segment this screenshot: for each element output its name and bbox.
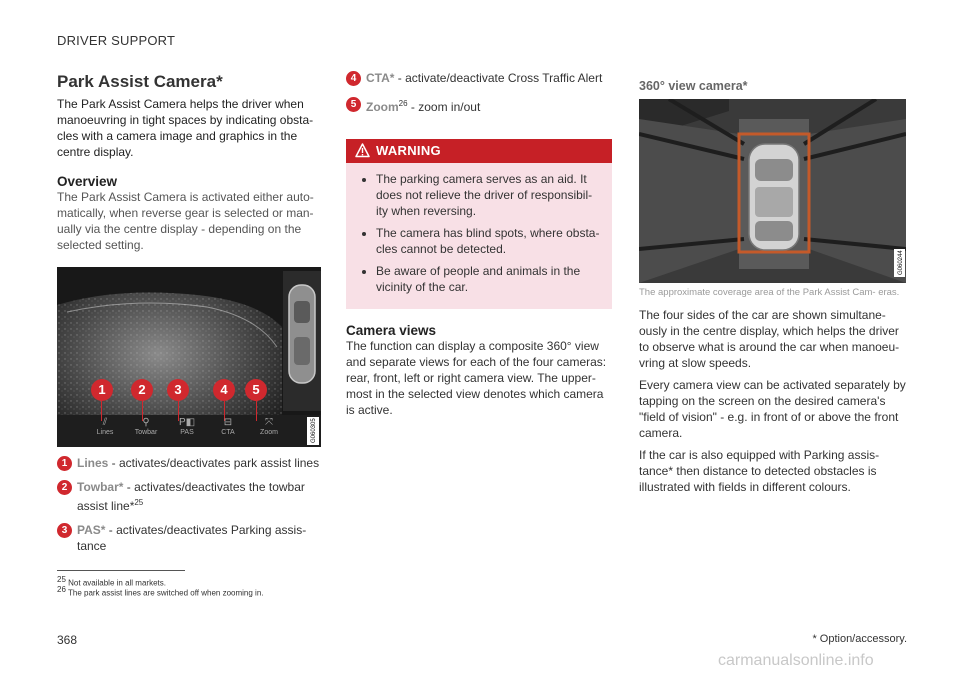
view-360-image [639, 99, 906, 283]
cta-button[interactable]: ⊟ CTA [210, 417, 246, 445]
camera-screen-illustration [57, 267, 321, 447]
cta-icon: ⊟ [223, 417, 233, 428]
camera-views-text: The function can display a composite 360° view and separate views for each of the four cameras: rear, front, left or right camera view. The upper- most in the selected view denotes which camera is active. [346, 339, 607, 417]
lines-icon: ⫽ [102, 417, 108, 428]
column-middle [346, 70, 614, 418]
marker-2: 2 [131, 379, 153, 401]
callout-item-5: 5 Zoom$^{26}$ - zoom in/out [346, 96, 614, 115]
warning-title: WARNING [376, 143, 441, 158]
footnote-25: $^{25}$ Not available in all markets. [57, 575, 166, 588]
image-code-label: G060305 [311, 418, 317, 443]
footnote-divider [57, 570, 185, 571]
marker-3: 3 [167, 379, 189, 401]
intro-text: The Park Assist Camera helps the driver when manoeuvring in tight spaces by indicating obsta- cles with a camera image and graphics in the centre display. [57, 97, 314, 159]
lines-button[interactable]: ⫽ Lines [87, 417, 123, 445]
column-left [57, 72, 325, 554]
pas-icon: P◧ [178, 417, 196, 428]
image-caption: The approximate coverage area of the Park Assist Cam- eras. [639, 287, 900, 298]
towbar-button[interactable]: ⚲ Towbar [128, 417, 164, 445]
paragraph-3: If the car is also equipped with Parking assis- tance* then distance to detected obstacles is illustrated with fields in different colours. [639, 448, 880, 494]
marker-5: 5 [245, 379, 267, 401]
marker-4: 4 [213, 379, 235, 401]
view-360-heading: 360° view camera* [639, 79, 748, 93]
page-title: Park Assist Camera* [57, 72, 223, 91]
towbar-icon: ⚲ [142, 417, 150, 428]
zoom-button[interactable]: ⤧ Zoom [251, 417, 287, 445]
image-code-label-360: G060244 [898, 250, 904, 275]
warning-box [346, 139, 612, 309]
warning-item: • The parking camera serves as an aid. It does not relieve the driver of responsibil- ity when reversing. [376, 171, 600, 219]
warning-header [346, 139, 612, 163]
overview-heading: Overview [57, 174, 118, 189]
warning-triangle-icon [355, 143, 370, 158]
warning-item: • Be aware of people and animals in the vicinity of the car. [376, 263, 600, 295]
footnote-26: $^{26}$ The park assist lines are switched off when zooming in. [57, 585, 264, 598]
overview-text: The Park Assist Camera is activated either auto- matically, when reverse gear is selected or man- ually via the centre display - depending on the selected setting. [57, 190, 314, 252]
pas-button[interactable]: P◧ PAS [169, 417, 205, 445]
callout-item-4: 4 CTA* - activate/deactivate Cross Traffic Alert [346, 70, 614, 86]
column-right [639, 79, 907, 495]
zoom-icon: ⤧ [265, 417, 273, 428]
overhead-car-graphic [639, 99, 906, 283]
warning-item: • The camera has blind spots, where obsta- cles cannot be detected. [376, 225, 600, 257]
option-note: * Option/accessory. [812, 633, 907, 645]
camera-button-bar [87, 417, 287, 445]
paragraph-2: Every camera view can be activated separately by tapping on the screen on the desired camera's "field of vision" - e.g. in front of or above the front camera. [639, 378, 906, 440]
marker-1: 1 [91, 379, 113, 401]
section-header: DRIVER SUPPORT [57, 33, 176, 48]
paragraph-1: The four sides of the car are shown simultane- ously in the centre display, which helps the driver to observe what is around the car when manoeu- vring at slow speeds. [639, 308, 900, 370]
callout-item-3: 3 PAS* - activates/deactivates Parking assis- tance [57, 522, 325, 554]
callout-item-1: 1 Lines - activates/deactivates park assist lines [57, 455, 325, 471]
watermark: carmanualsonline.info [718, 652, 874, 669]
callout-item-2: 2 Towbar* - activates/deactivates the towbar assist line*$^{25}$ [57, 479, 325, 514]
camera-views-heading: Camera views [346, 323, 437, 338]
page-number: 368 [57, 633, 78, 647]
warning-list [346, 163, 612, 309]
